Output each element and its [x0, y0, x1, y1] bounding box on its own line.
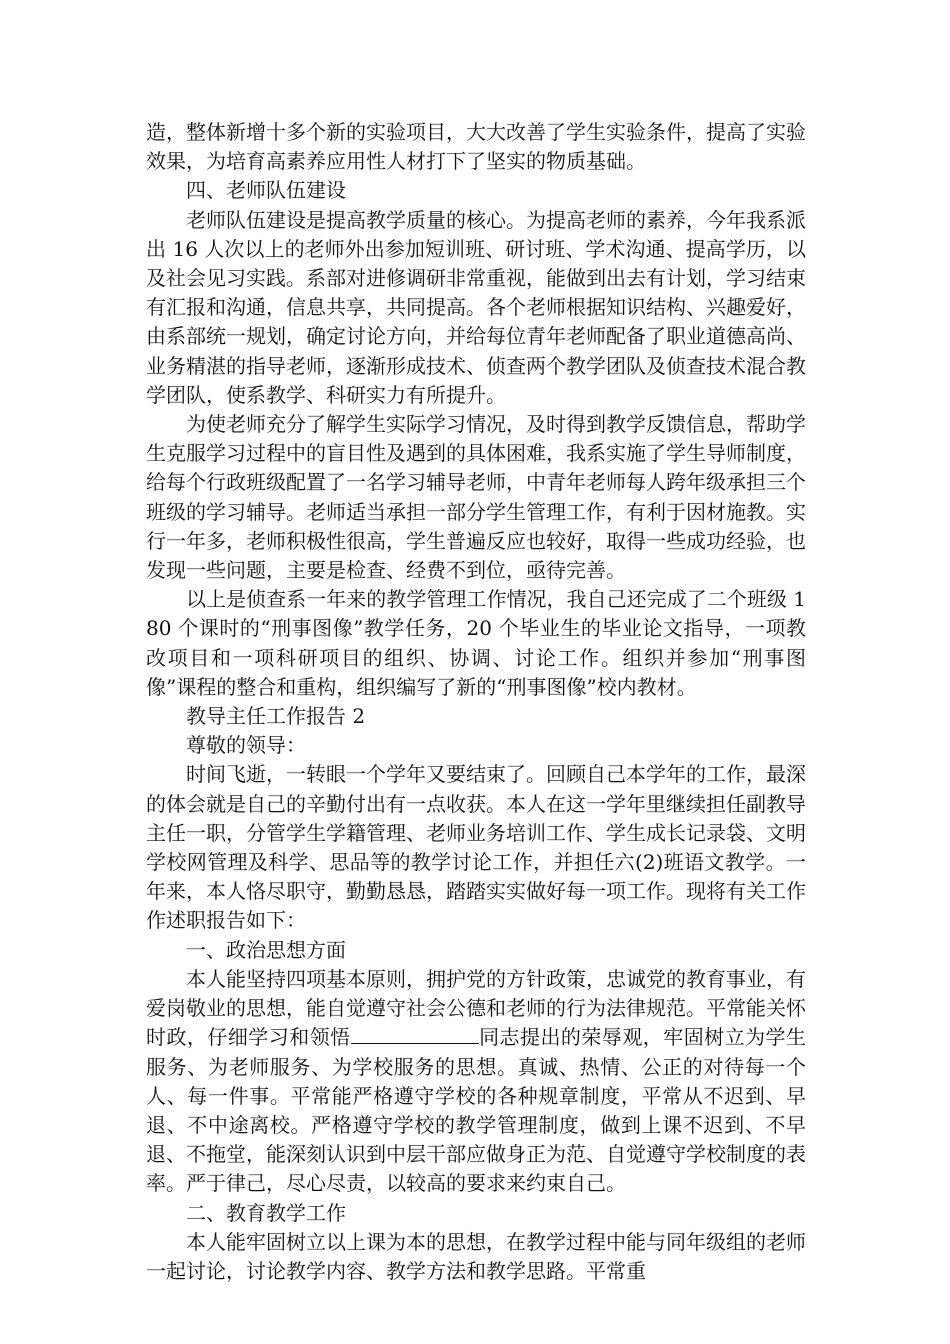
- report-title: 教导主任工作报告 2: [186, 704, 366, 729]
- paragraph-summary: 以上是侦查系一年来的教学管理工作情况，我自己还完成了二个班级 180 个课时的“刑事图像”教学任务，20 个毕业生的毕业论文指导，一项教改项目和一项科研项目的组织、协调、讨论工作。组织并参加“刑事图像”课程的整合和重构，组织编写了新的“刑事图像”校内教材。: [146, 587, 806, 699]
- paragraph-lab-conclusion: 造，整体新增十多个新的实验项目，大大改善了学生实验条件，提高了实验效果，为培育高素养应用性人材打下了坚实的物质基础。: [146, 120, 806, 174]
- section-heading-teaching: 二、教育教学工作: [186, 1200, 346, 1225]
- paragraph-political: [146, 965, 806, 1199]
- section-heading-teacher-team: 四、老师队伍建设: [186, 178, 346, 203]
- fill-in-blank: [351, 1023, 479, 1044]
- paragraph-teacher-team: 老师队伍建设是提高教学质量的核心。为提高老师的素养，今年我系派出 16 人次以上的老师外出参加短训班、研讨班、学术沟通、提高学历，以及社会见习实践。系部对进修调研非常重视，能做到出去有计划，学习结束有汇报和沟通，信息共享，共同提高。各个老师根据知识结构、兴趣爱好，由系部统一规划，确定讨论方向，并给每位青年老师配备了职业道德高尚、业务精湛的指导老师，逐渐形成技术、侦查两个教学团队及侦查技术混合教学团队，使系教学、科研实力有所提升。: [146, 207, 806, 407]
- salutation: 尊敬的领导：: [186, 733, 306, 758]
- document-page: [146, 118, 806, 1286]
- paragraph-student-tutor: 为使老师充分了解学生实际学习情况，及时得到教学反馈信息，帮助学生克服学习过程中的盲目性及遇到的具体困难，我系实施了学生导师制度，给每个行政班级配置了一名学习辅导老师，中青年老师每人跨年级承担三个班级的学习辅导。老师适当承担一部分学生管理工作，有利于因材施教。实行一年多，老师积极性很高，学生普遍反应也较好，取得一些成功经验，也发现一些问题，主要是检查、经费不到位，亟待完善。: [146, 412, 806, 583]
- section-heading-political: 一、政治思想方面: [186, 937, 346, 962]
- paragraph-teaching: 本人能牢固树立以上课为本的思想，在教学过程中能与同年级组的老师一起讨论，讨论教学内容、教学方法和教学思路。平常重: [146, 1229, 806, 1283]
- paragraph-political-part1: 本人能坚持四项基本原则，拥护党的方针政策，忠诚党的教育事业，有爱岗敬业的思想，能自觉遵守社会公德和老师的行为法律规范。平常能关怀时政，仔细学习和领悟: [146, 966, 806, 1050]
- paragraph-political-part2: 同志提出的荣辱观，牢固树立为学生服务、为老师服务、为学校服务的思想。真诚、热情、公正的对待每一个人、每一件事。平常能严格遵守学校的各种规章制度，平常从不迟到、早退、不中途离校。严格遵守学校的教学管理制度，做到上课不迟到、不早退、不拖堂，能深刻认识到中层干部应做身正为范、自觉遵守学校制度的表率。严于律己，尽心尽责，以较高的要求来约束自己。: [146, 1025, 807, 1196]
- paragraph-intro: 时间飞逝，一转眼一个学年又要结束了。回顾自己本学年的工作，最深的体会就是自己的辛勤付出有一点收获。本人在这一学年里继续担任副教导主任一职，分管学生学籍管理、老师业务培训工作、学生成长记录袋、文明学校网管理及科学、思品等的教学讨论工作，并担任六(2)班语文教学。一年来，本人恪尽职守，勤勤恳恳，踏踏实实做好每一项工作。现将有关工作作述职报告如下：: [146, 762, 806, 933]
